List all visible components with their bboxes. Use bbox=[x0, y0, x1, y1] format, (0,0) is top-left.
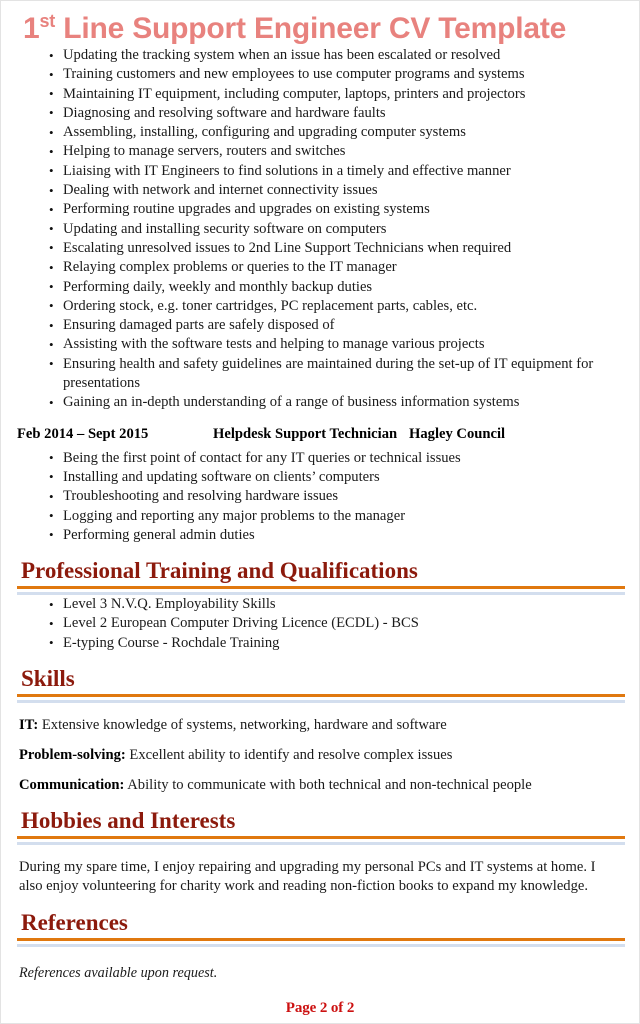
page-footer: Page 2 of 2 bbox=[285, 1000, 355, 1016]
list-item: • Logging and reporting any major problems to the manager bbox=[49, 507, 639, 526]
section-heading-hobbies: Hobbies and Interests bbox=[21, 808, 236, 834]
list-item: • Being the first point of contact for any IT queries or technical issues bbox=[49, 449, 639, 468]
list-item: • Assisting with the software tests and helping to manage various projects bbox=[49, 335, 639, 354]
section-heading-references: References bbox=[21, 909, 128, 935]
skill-text: Extensive knowledge of systems, networking, hardware and software bbox=[38, 717, 447, 734]
list-item: • Ensuring damaged parts are safely disposed of bbox=[49, 316, 639, 335]
skill-text: Ability to communicate with both technical and non-technical people bbox=[124, 777, 532, 794]
section-heading-skills: Skills bbox=[21, 666, 75, 692]
skill-line bbox=[19, 776, 639, 795]
page-title bbox=[1, 1, 639, 46]
divider-references bbox=[1, 938, 639, 947]
job-organisation: Hagley Council bbox=[409, 425, 506, 442]
divider-blue-line bbox=[17, 944, 625, 947]
section-skills bbox=[1, 665, 639, 795]
training-list bbox=[1, 595, 639, 653]
skill-line bbox=[19, 746, 639, 765]
references-block bbox=[1, 964, 639, 982]
title-rest: Line Support Engineer CV Template bbox=[55, 12, 567, 45]
divider-training bbox=[1, 586, 639, 595]
divider-orange-line bbox=[17, 836, 625, 839]
list-item: • Level 3 N.V.Q. Employability Skills bbox=[49, 595, 639, 614]
list-item: • Updating the tracking system when an issue has been escalated or resolved bbox=[49, 46, 639, 65]
list-item: • Diagnosing and resolving software and hardware faults bbox=[49, 104, 639, 123]
hobbies-paragraph-block bbox=[1, 858, 639, 897]
list-item: • E-typing Course - Rochdale Training bbox=[49, 634, 639, 653]
skill-label: Communication: bbox=[19, 777, 125, 794]
title-prefix: 1 bbox=[23, 12, 40, 45]
divider-skills bbox=[1, 694, 639, 703]
divider-orange-line bbox=[17, 938, 625, 941]
job-role: Helpdesk Support Technician bbox=[213, 425, 398, 442]
list-item: • Performing routine upgrades and upgrades on existing systems bbox=[49, 200, 639, 219]
hobbies-paragraph: During my spare time, I enjoy repairing and upgrading my personal PCs and IT systems at home. I also enjoy volunteering for charity work and reading non-fiction books to expand my knowledge. bbox=[19, 859, 596, 895]
list-item: • Troubleshooting and resolving hardware issues bbox=[49, 487, 639, 506]
list-item: • Maintaining IT equipment, including computer, laptops, printers and projectors bbox=[49, 85, 639, 104]
divider-orange-line bbox=[17, 586, 625, 589]
references-text: References available upon request. bbox=[19, 964, 218, 981]
skill-label: IT: bbox=[19, 717, 39, 734]
list-item: • Gaining an in-depth understanding of a range of business information systems bbox=[49, 393, 639, 412]
skill-label: Problem-solving: bbox=[19, 747, 126, 764]
skills-list bbox=[1, 716, 639, 795]
divider-blue-line bbox=[17, 842, 625, 845]
section-training bbox=[1, 557, 639, 653]
list-item: • Escalating unresolved issues to 2nd Line Support Technicians when required bbox=[49, 239, 639, 258]
title-superscript: st bbox=[39, 11, 56, 31]
job-header bbox=[1, 424, 639, 444]
skill-line bbox=[19, 716, 639, 735]
job-duties-list bbox=[1, 449, 639, 545]
list-item: • Dealing with network and internet connectivity issues bbox=[49, 181, 639, 200]
divider-orange-line bbox=[17, 694, 625, 697]
main-duties-list bbox=[1, 46, 639, 413]
list-item: • Ensuring health and safety guidelines are maintained during the set-up of IT equipment for presentations bbox=[49, 355, 639, 394]
list-item: • Liaising with IT Engineers to find solutions in a timely and effective manner bbox=[49, 162, 639, 181]
section-hobbies bbox=[1, 807, 639, 897]
list-item: • Assembling, installing, configuring and upgrading computer systems bbox=[49, 123, 639, 142]
section-references bbox=[1, 909, 639, 982]
list-item: • Updating and installing security software on computers bbox=[49, 220, 639, 239]
section-heading-training: Professional Training and Qualifications bbox=[21, 558, 418, 584]
job-dates: Feb 2014 – Sept 2015 bbox=[17, 425, 149, 442]
skill-text: Excellent ability to identify and resolve complex issues bbox=[125, 747, 453, 764]
list-item: • Ordering stock, e.g. toner cartridges, PC replacement parts, cables, etc. bbox=[49, 297, 639, 316]
list-item: • Level 2 European Computer Driving Licence (ECDL) - BCS bbox=[49, 614, 639, 633]
list-item: • Training customers and new employees to use computer programs and systems bbox=[49, 65, 639, 84]
list-item: • Relaying complex problems or queries to the IT manager bbox=[49, 258, 639, 277]
list-item: • Performing general admin duties bbox=[49, 526, 639, 545]
divider-hobbies bbox=[1, 836, 639, 845]
list-item: • Helping to manage servers, routers and switches bbox=[49, 142, 639, 161]
list-item: • Installing and updating software on clients’ computers bbox=[49, 468, 639, 487]
list-item: • Performing daily, weekly and monthly backup duties bbox=[49, 278, 639, 297]
divider-blue-line bbox=[17, 700, 625, 703]
